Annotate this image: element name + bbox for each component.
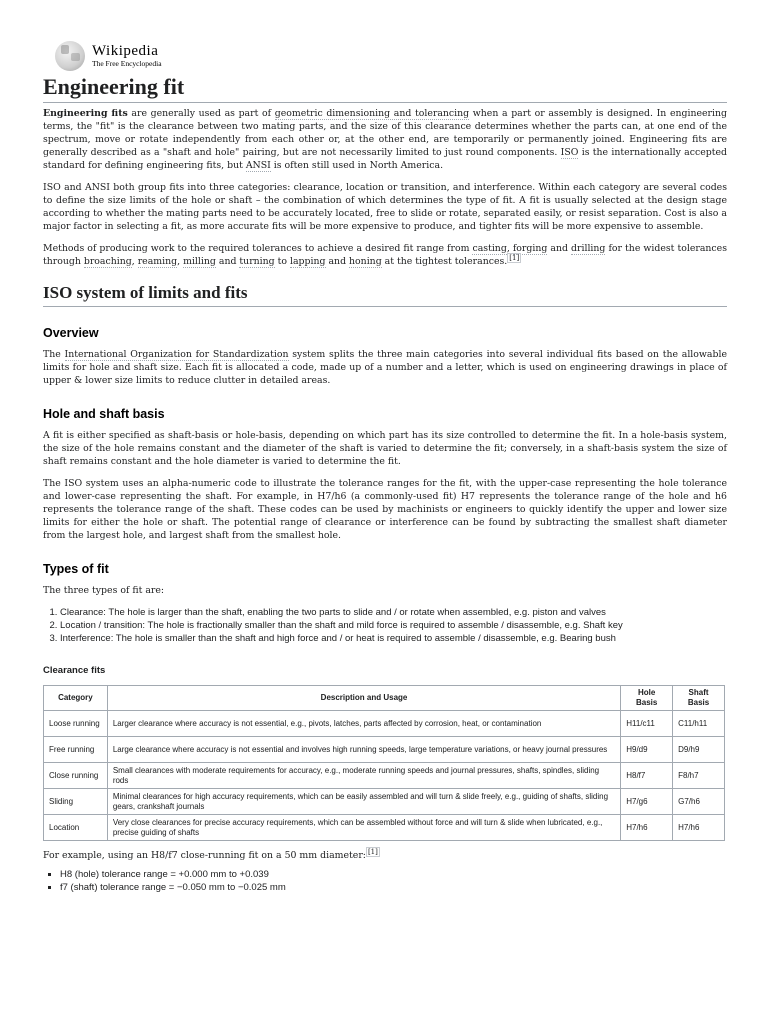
intro-paragraph-1: Engineering fits are generally used as part of geometric dimensioning and tolerancing when a part or assembly is designed. In engineering terms, the "fit" is the clearance between two mating parts, and the size of this clearance determines whether the parts can, at one end of the spectrum, move or rotate independently from each other or, at the other end, are temporarily or permanently joined. Engineering fits are generally described as a "shaft and hole" pairing, but are not necessarily limited to just round components. ISO is the internationally accepted standard for defining engineering fits, but ANSI is often still used in North America. — [43, 108, 727, 171]
list-item: ▪ f7 (shaft) tolerance range = −0.050 mm to −0.025 mm — [60, 881, 727, 894]
table-header-row — [44, 686, 725, 711]
article — [43, 0, 727, 894]
table-cell: H7/g6 — [621, 789, 673, 815]
clearance-table — [43, 685, 725, 841]
article-link[interactable]: lapping — [290, 256, 326, 267]
table-cell: Free running — [44, 737, 108, 763]
table-cell: H7/h6 — [621, 815, 673, 841]
table-cell: Large clearance where accuracy is not essential and involves high running speeds, large temperature variations, or heavy journal pressures — [107, 737, 620, 763]
basis-paragraph-1: A fit is either specified as shaft-basis or hole-basis, depending on which part has its size controlled to determine the fit. In a hole-basis system, the size of the hole remains constant and the diameter of the shaft is varied to determine the fit; conversely, in a shaft-basis system the size of shaft remains constant and the hole diameter is varied to determine the fit. — [43, 430, 727, 467]
table-cell: Location — [44, 815, 108, 841]
table-row — [44, 815, 725, 841]
logo-text — [92, 44, 162, 68]
table-cell: F8/h7 — [673, 763, 725, 789]
table-cell: Minimal clearances for high accuracy requirements, which can be easily assembled and will turn & slide freely, e.g., guiding of shafts, sliding gears, crankshaft journals — [107, 789, 620, 815]
basis-paragraph-2: The ISO system uses an alpha-numeric code to illustrate the tolerance ranges for the fit, with the upper-case representing the hole tolerance and lower-case representing the shaft. For example, in H7/h6 (a commonly-used fit) H7 represents the tolerance range of the hole and h6 represents the tolerance range of the shaft. These codes can be used by machinists or engineers to quickly identify the upper and lower size limits for either the hole or shaft. The potential range of clearance or interference can be found by subtracting the smallest shaft diameter from the largest hole, and largest shaft from the smallest hole. — [43, 478, 727, 541]
table-cell: C11/h11 — [673, 711, 725, 737]
wikipedia-logo[interactable] — [55, 40, 727, 72]
table-row — [44, 789, 725, 815]
article-link[interactable]: International Organization for Standardization — [64, 349, 289, 360]
section-heading-iso: ISO system of limits and fits — [43, 282, 727, 307]
article-link[interactable]: ISO — [560, 147, 579, 158]
intro-paragraph-2: ISO and ANSI both group fits into three categories: clearance, location or transition, and interference. Within each category are several codes to define the size limits of the hole or shaft – the combination of which determines the type of fit. A fit is usually selected at the design stage according to whether the mating parts need to be accurately located, free to slide or rotate, separated easily, or resist separation. Cost is also a major factor in selecting a fit, as more accurate fits will be more expensive to produce, and tighter fits will be more expensive to assemble. — [43, 182, 727, 232]
wikipedia-globe-icon — [55, 41, 85, 71]
logo-tagline: The Free Encyclopedia — [92, 59, 162, 69]
list-item: 2. Location / transition: The hole is fractionally smaller than the shaft and mild force is required to assemble / disassemble, e.g. Shaft key — [60, 619, 727, 632]
table-cell: G7/h6 — [673, 789, 725, 815]
citation-link[interactable]: [1] — [367, 848, 378, 856]
table-cell: Larger clearance where accuracy is not essential, e.g., pivots, latches, parts affected by corrosion, heat, or contamination — [107, 711, 620, 737]
table-cell: Very close clearances for precise accuracy requirements, which can be assembled without force and will turn & slide when lubricated, e.g., precise guiding of shafts — [107, 815, 620, 841]
article-link[interactable]: honing — [349, 256, 382, 267]
table-cell: Loose running — [44, 711, 108, 737]
article-link[interactable]: geometric dimensioning and tolerancing — [274, 108, 470, 119]
table-cell: Close running — [44, 763, 108, 789]
overview-paragraph: The International Organization for Standardization system splits the three main categories into several individual fits based on the allowable limits for hole and shaft size. Each fit is allocated a code, made up of a number and a letter, which is used on engineering drawings in place of upper & lower size limits to reduce clutter in detailed areas. — [43, 349, 727, 386]
table-cell: H7/h6 — [673, 815, 725, 841]
article-link[interactable]: reaming — [137, 256, 178, 267]
table-header-cell: Hole Basis — [621, 686, 673, 711]
basis-heading: Hole and shaft basis — [43, 407, 165, 421]
table-cell: H11/c11 — [621, 711, 673, 737]
table-header-cell: Description and Usage — [107, 686, 620, 711]
list-item: 1. Clearance: The hole is larger than the shaft, enabling the two parts to slide and / or rotate when assembled, e.g. piston and valves — [60, 606, 727, 619]
page-title: Engineering fit — [43, 74, 727, 103]
article-link[interactable]: broaching — [83, 256, 132, 267]
list-item: 3. Interference: The hole is smaller than the shaft and high force and / or heat is required to assemble / disassemble, e.g. Bearing bush — [60, 632, 727, 645]
article-link[interactable]: forging — [512, 243, 548, 254]
example-paragraph: For example, using an H8/f7 close-running fit on a 50 mm diameter: [1] — [43, 848, 378, 861]
types-list — [43, 606, 727, 645]
types-heading: Types of fit — [43, 562, 109, 576]
article-link[interactable]: drilling — [571, 243, 606, 254]
article-link[interactable]: turning — [239, 256, 275, 267]
intro-paragraph-3: Methods of producing work to the required tolerances to achieve a desired fit range from casting, forging and drilling for the widest tolerances through broaching, reaming, milling and turning to lapping and honing at the tightest tolerances. [1] — [43, 243, 727, 267]
article-link[interactable]: ANSI — [245, 160, 271, 171]
article-link[interactable]: casting — [472, 243, 507, 254]
logo-wordmark: Wikipedia — [92, 43, 159, 60]
table-cell: H9/d9 — [621, 737, 673, 763]
overview-heading: Overview — [43, 326, 99, 340]
table-cell: Sliding — [44, 789, 108, 815]
article-link[interactable]: milling — [183, 256, 216, 267]
bold-term: Engineering fits — [43, 108, 128, 119]
example-list — [43, 868, 727, 894]
table-header-cell: Category — [44, 686, 108, 711]
table-header-cell: Shaft Basis — [673, 686, 725, 711]
table-cell: Small clearances with moderate requirements for accuracy, e.g., moderate running speeds and journal pressures, shafts, spindles, sliding rods — [107, 763, 620, 789]
table-cell: D9/h9 — [673, 737, 725, 763]
table-cell: H8/f7 — [621, 763, 673, 789]
table-row — [44, 711, 725, 737]
list-item: ▪ H8 (hole) tolerance range = +0.000 mm to +0.039 — [60, 868, 727, 881]
types-intro: The three types of fit are: — [43, 585, 165, 596]
clearance-heading: Clearance fits — [43, 665, 106, 676]
table-row — [44, 737, 725, 763]
citation-link[interactable]: [1] — [509, 254, 520, 262]
table-row — [44, 763, 725, 789]
